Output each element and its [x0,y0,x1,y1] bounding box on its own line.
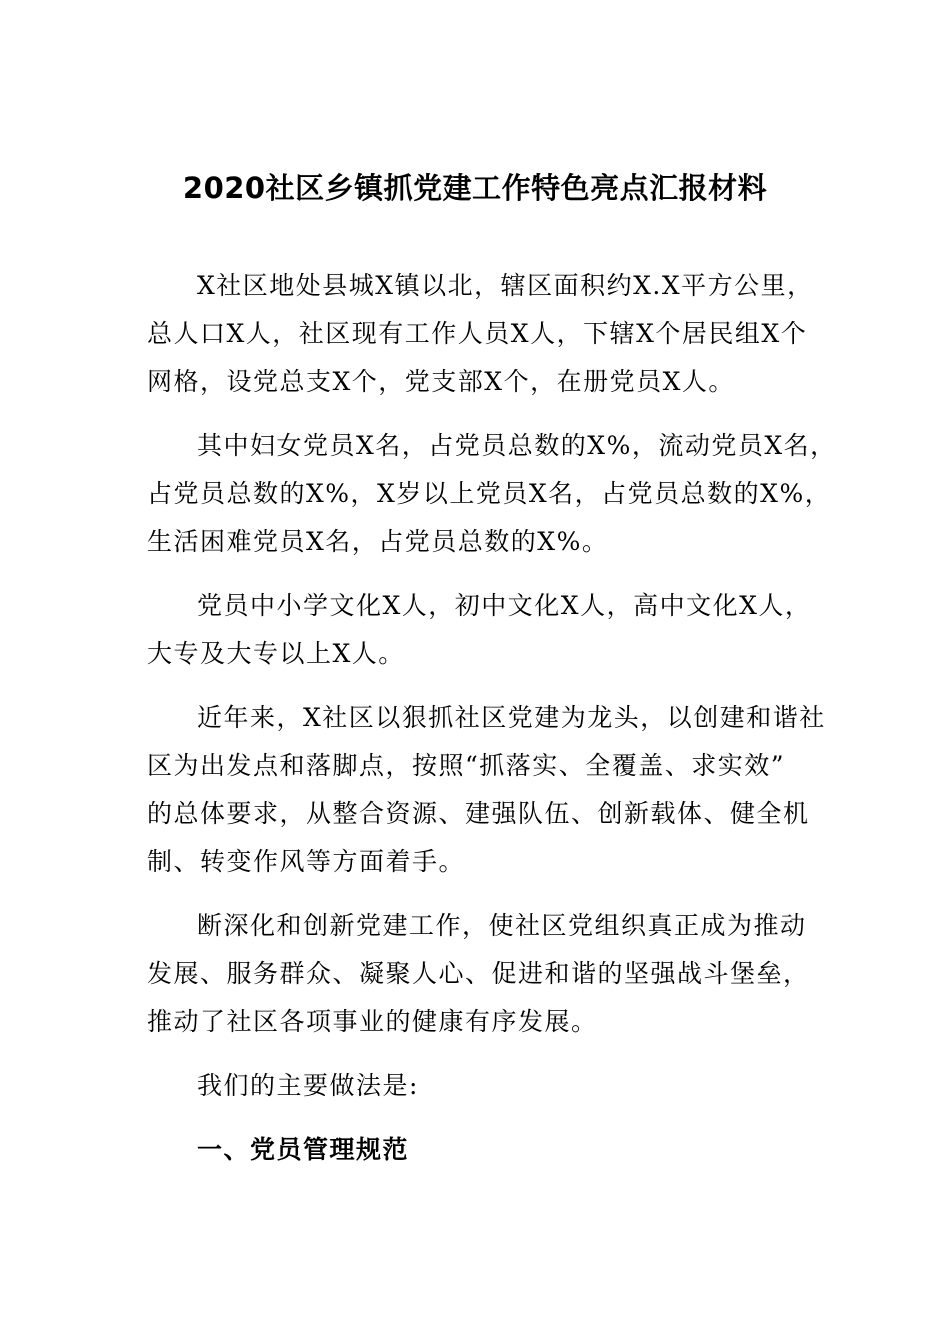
paragraph-main-practices [147,1062,807,1110]
paragraph-line: X社区地处县城X镇以北，辖区面积约X.X平方公里， [197,271,814,300]
paragraph-line: 制、转变作风等方面着手。 [147,847,466,876]
paragraph-overview [147,262,814,406]
paragraph-line: 区为出发点和落脚点，按照“抓落实、全覆盖、求实效” [147,751,786,780]
paragraph-line: 推动了社区各项事业的健康有序发展。 [147,1007,598,1036]
paragraph-line: 我们的主要做法是: [197,1071,419,1100]
document-title: 2020社区乡镇抓党建工作特色亮点汇报材料 [182,171,768,205]
paragraph-line: 网格，设党总支X个，党支部X个，在册党员X人。 [147,367,735,396]
paragraph-line: 占党员总数的X%，X岁以上党员X名，占党员总数的X%， [147,479,832,508]
paragraph-line: 生活困难党员X名，占党员总数的X%。 [147,527,609,556]
paragraph-line: 的总体要求，从整合资源、建强队伍、创新载体、健全机 [147,799,810,828]
paragraph-line: 发展、服务群众、凝聚人心、促进和谐的坚强战斗堡垒， [147,959,810,988]
paragraph-recent-years [147,694,826,886]
paragraph-education [147,582,812,678]
paragraph-member-composition [147,422,837,566]
paragraph-line: 党员中小学文化X人，初中文化X人，高中文化X人， [197,591,812,620]
paragraph-line: 大专及大专以上X人。 [147,639,405,668]
document-body [147,262,837,1174]
paragraph-innovation [147,902,810,1046]
paragraph-line: 近年来，X社区以狠抓社区党建为龙头，以创建和谐社 [197,703,826,732]
paragraph-line: 总人口X人，社区现有工作人员X人，下辖X个居民组X个 [147,319,808,348]
paragraph-line: 断深化和创新党建工作，使社区党组织真正成为推动 [197,911,807,940]
paragraph-line: 其中妇女党员X名，占党员总数的X%，流动党员X名， [197,431,837,460]
section-heading: 一、党员管理规范 [197,1135,410,1164]
